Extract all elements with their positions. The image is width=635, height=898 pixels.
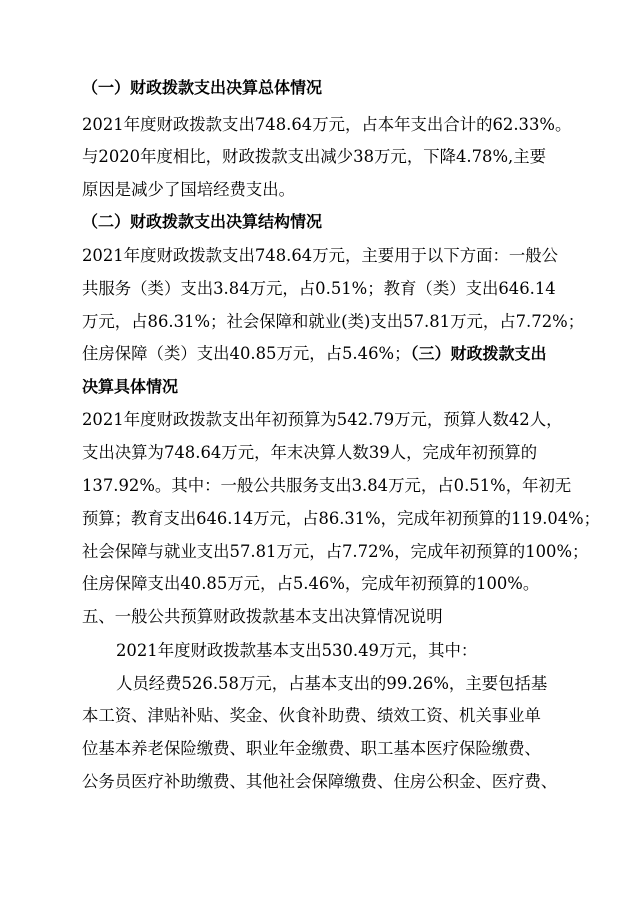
paragraph-line: 2021年度财政拨款支出年初预算为542.79万元，预算人数42人， — [82, 410, 563, 429]
paragraph-text: 住房保障（类）支出40.85万元，占5.46%； — [82, 344, 411, 363]
paragraph-line: 住房保障支出40.85万元，占5.46%，完成年初预算的100%。 — [82, 574, 540, 593]
paragraph-line: 人员经费526.58万元，占基本支出的99.26%，主要包括基 — [116, 674, 548, 693]
paragraph-line: 位基本养老保险缴费、职业年金缴费、职工基本医疗保险缴费、 — [82, 739, 541, 758]
paragraph-line: 社会保障与就业支出57.81万元，占7.72%，完成年初预算的100%； — [82, 542, 589, 561]
paragraph-line: 2021年度财政拨款基本支出530.49万元，其中： — [116, 641, 478, 660]
paragraph-line: 与2020年度相比，财政拨款支出减少38万元，下降4.78%,主要 — [82, 147, 547, 166]
paragraph-line: 2021年度财政拨款支出748.64万元，主要用于以下方面：一般公 — [82, 246, 559, 265]
heading-detail-start: （三）财政拨款支出 — [410, 344, 547, 363]
paragraph-line: 原因是减少了国培经费支出。 — [82, 180, 296, 199]
paragraph-line: 公务员医疗补助缴费、其他社会保障缴费、住房公积金、医疗费、 — [82, 772, 558, 791]
paragraph-line: 万元，占86.31%；社会保障和就业(类)支出57.81万元，占7.72%； — [82, 312, 585, 331]
paragraph-line: 本工资、津贴补贴、奖金、伙食补助费、绩效工资、机关事业单 — [82, 706, 541, 725]
heading-detail-end: 决算具体情况 — [82, 377, 179, 396]
paragraph-line: 预算；教育支出646.14万元，占86.31%，完成年初预算的119.04%； — [82, 509, 600, 528]
paragraph-line: 支出决算为748.64万元，年末决算人数39人，完成年初预算的 — [82, 443, 538, 462]
paragraph-line: 共服务（类）支出3.84万元，占0.51%；教育（类）支出646.14 — [82, 279, 556, 298]
paragraph-line: 137.92%。其中：一般公共服务支出3.84万元，占0.51%，年初无 — [82, 476, 572, 495]
heading-structure: （二）财政拨款支出决算结构情况 — [82, 212, 323, 231]
paragraph-line — [82, 344, 546, 364]
paragraph-line: 2021年度财政拨款支出748.64万元，占本年支出合计的62.33%。 — [82, 115, 572, 134]
heading-overall: （一）财政拨款支出决算总体情况 — [82, 78, 323, 97]
section-heading: 五、一般公共预算财政拨款基本支出决算情况说明 — [82, 607, 443, 626]
